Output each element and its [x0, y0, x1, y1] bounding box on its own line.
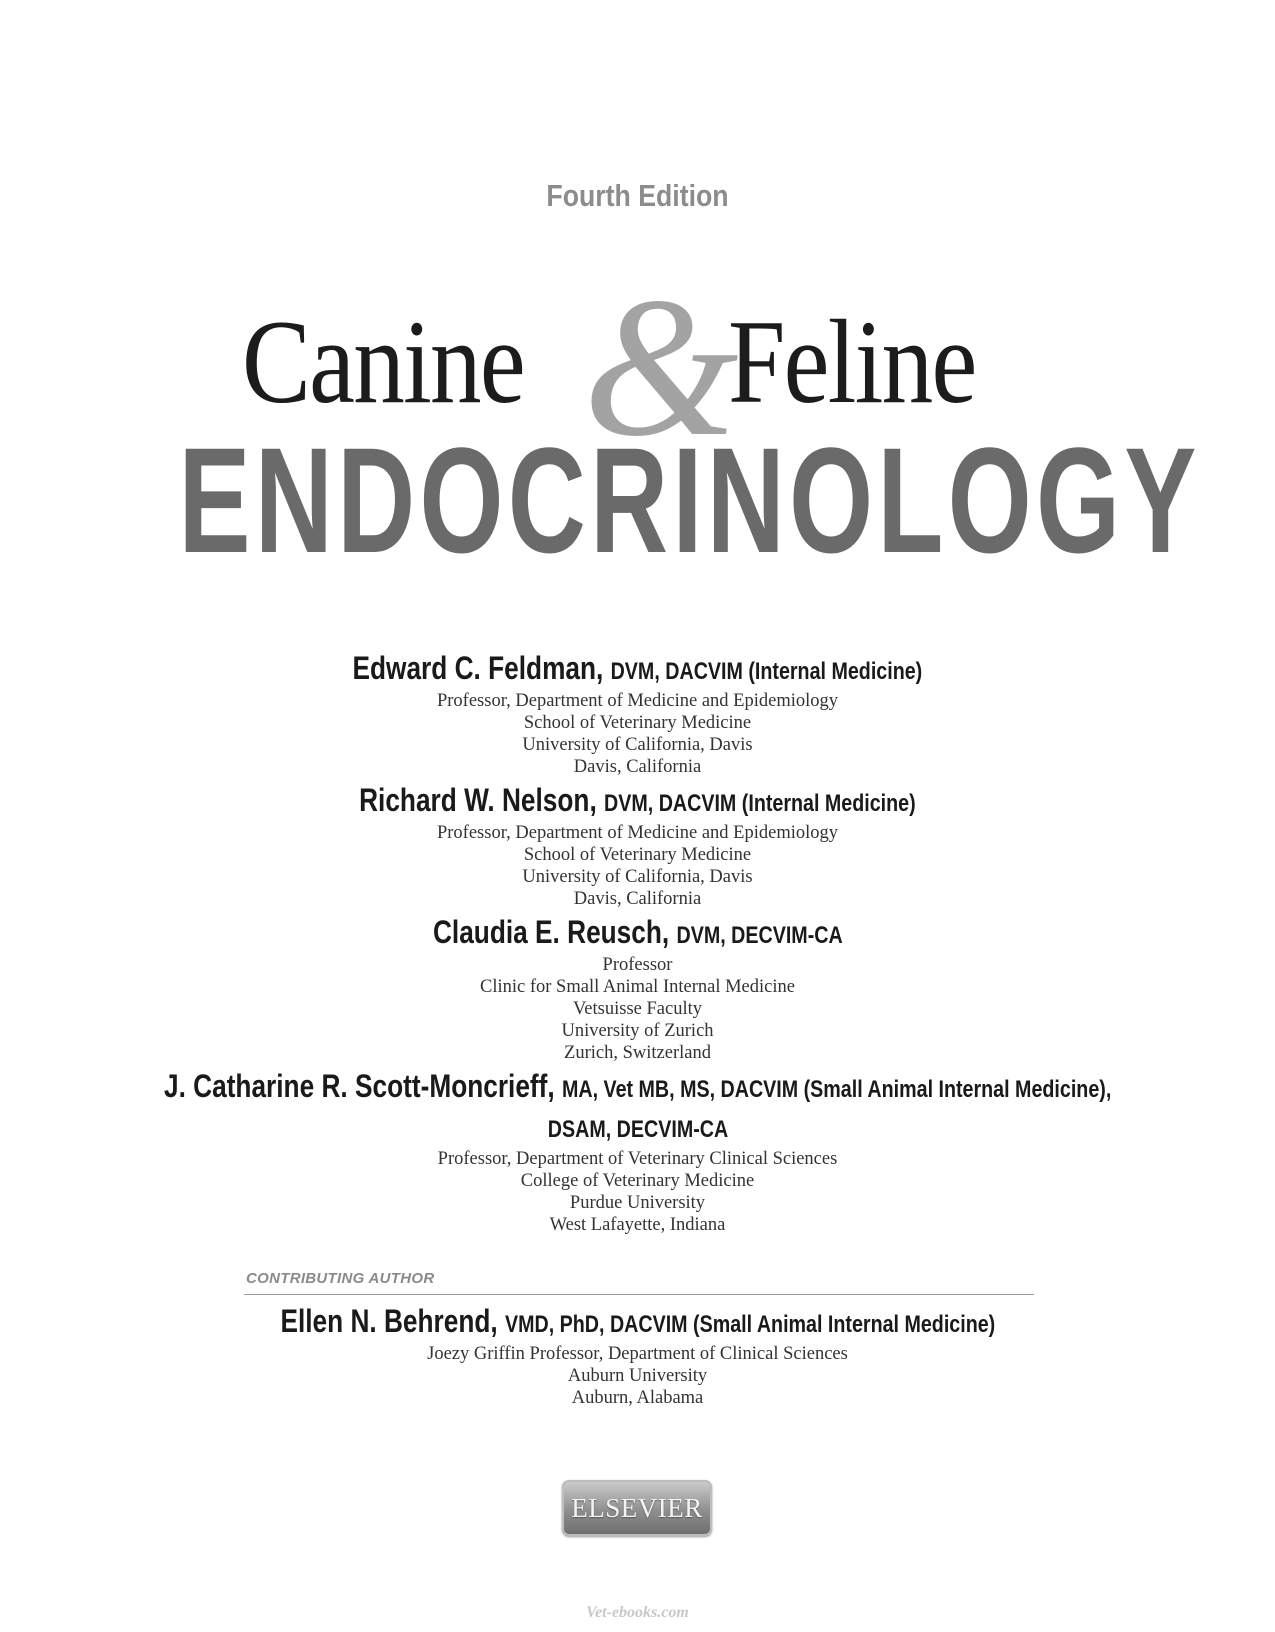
- author-name: [359, 782, 916, 822]
- author-name-text: J. Catharine R. Scott-Moncrieff,: [163, 1068, 555, 1104]
- author-credentials: DVM, DACVIM (Internal Medicine): [610, 658, 923, 685]
- affiliation-line: School of Veterinary Medicine: [523, 713, 752, 733]
- author-name-continued: [547, 1108, 727, 1148]
- author-block: [0, 1068, 1275, 1236]
- title-feline: Feline: [728, 295, 976, 428]
- author-block: [0, 650, 1275, 778]
- section-divider: [244, 1294, 1034, 1295]
- affiliation-line: Purdue University: [569, 1193, 706, 1213]
- author-name: [280, 1303, 995, 1343]
- watermark: Vet-ebooks.com: [586, 1604, 689, 1621]
- author-name-text: Claudia E. Reusch,: [432, 914, 669, 950]
- affiliation-line: West Lafayette, Indiana: [549, 1215, 726, 1235]
- affiliation-line: Joezy Griffin Professor, Department of Clinical Sciences: [427, 1344, 848, 1364]
- elsevier-logo: [562, 1480, 712, 1536]
- author-name-text: Ellen N. Behrend,: [280, 1303, 498, 1339]
- affiliation-line: College of Veterinary Medicine: [520, 1171, 755, 1191]
- affiliation-line: Professor, Department of Medicine and Epidemiology: [436, 691, 839, 711]
- author-name: [433, 914, 843, 954]
- author-block: [0, 914, 1275, 1064]
- title-canine: Canine: [242, 295, 524, 428]
- author-credentials-continued: DSAM, DECVIM-CA: [547, 1116, 728, 1143]
- affiliation-line: Professor: [602, 955, 673, 975]
- edition-label: Fourth Edition: [546, 178, 729, 213]
- author-credentials: VMD, PhD, DACVIM (Small Animal Internal Medicine): [504, 1311, 995, 1338]
- author-name: [353, 650, 923, 690]
- affiliation-line: Clinic for Small Animal Internal Medicine: [480, 977, 795, 997]
- author-credentials: MA, Vet MB, MS, DACVIM (Small Animal Internal Medicine),: [561, 1076, 1112, 1103]
- author-list: [0, 650, 1275, 1240]
- affiliation-line: Zurich, Switzerland: [564, 1043, 711, 1063]
- title-ampersand: &: [583, 257, 739, 478]
- affiliation-line: Auburn, Alabama: [571, 1388, 704, 1408]
- affiliation-line: Davis, California: [573, 889, 702, 909]
- author-name-text: Edward C. Feldman,: [352, 650, 604, 686]
- contributing-author-label: CONTRIBUTING AUTHOR: [246, 1270, 435, 1287]
- affiliation-line: Auburn University: [567, 1366, 708, 1386]
- author-block: [0, 782, 1275, 910]
- contributing-author-block: [0, 1303, 1275, 1409]
- author-credentials: DVM, DECVIM-CA: [676, 922, 843, 949]
- publisher-name: ELSEVIER: [571, 1492, 703, 1523]
- title-endocrinology: ENDOCRINOLOGY: [178, 416, 1201, 584]
- affiliation-line: Professor, Department of Veterinary Clinical Sciences: [437, 1149, 838, 1169]
- affiliation-line: University of California, Davis: [522, 867, 753, 887]
- affiliation-line: University of Zurich: [561, 1021, 714, 1041]
- affiliation-line: Professor, Department of Medicine and Epidemiology: [436, 823, 839, 843]
- author-name-text: Richard W. Nelson,: [359, 782, 597, 818]
- author-credentials: DVM, DACVIM (Internal Medicine): [604, 790, 916, 817]
- affiliation-line: Davis, California: [573, 757, 702, 777]
- affiliation-line: School of Veterinary Medicine: [523, 845, 752, 865]
- affiliation-line: Vetsuisse Faculty: [573, 999, 702, 1019]
- affiliation-line: University of California, Davis: [522, 735, 753, 755]
- author-name: [164, 1068, 1111, 1108]
